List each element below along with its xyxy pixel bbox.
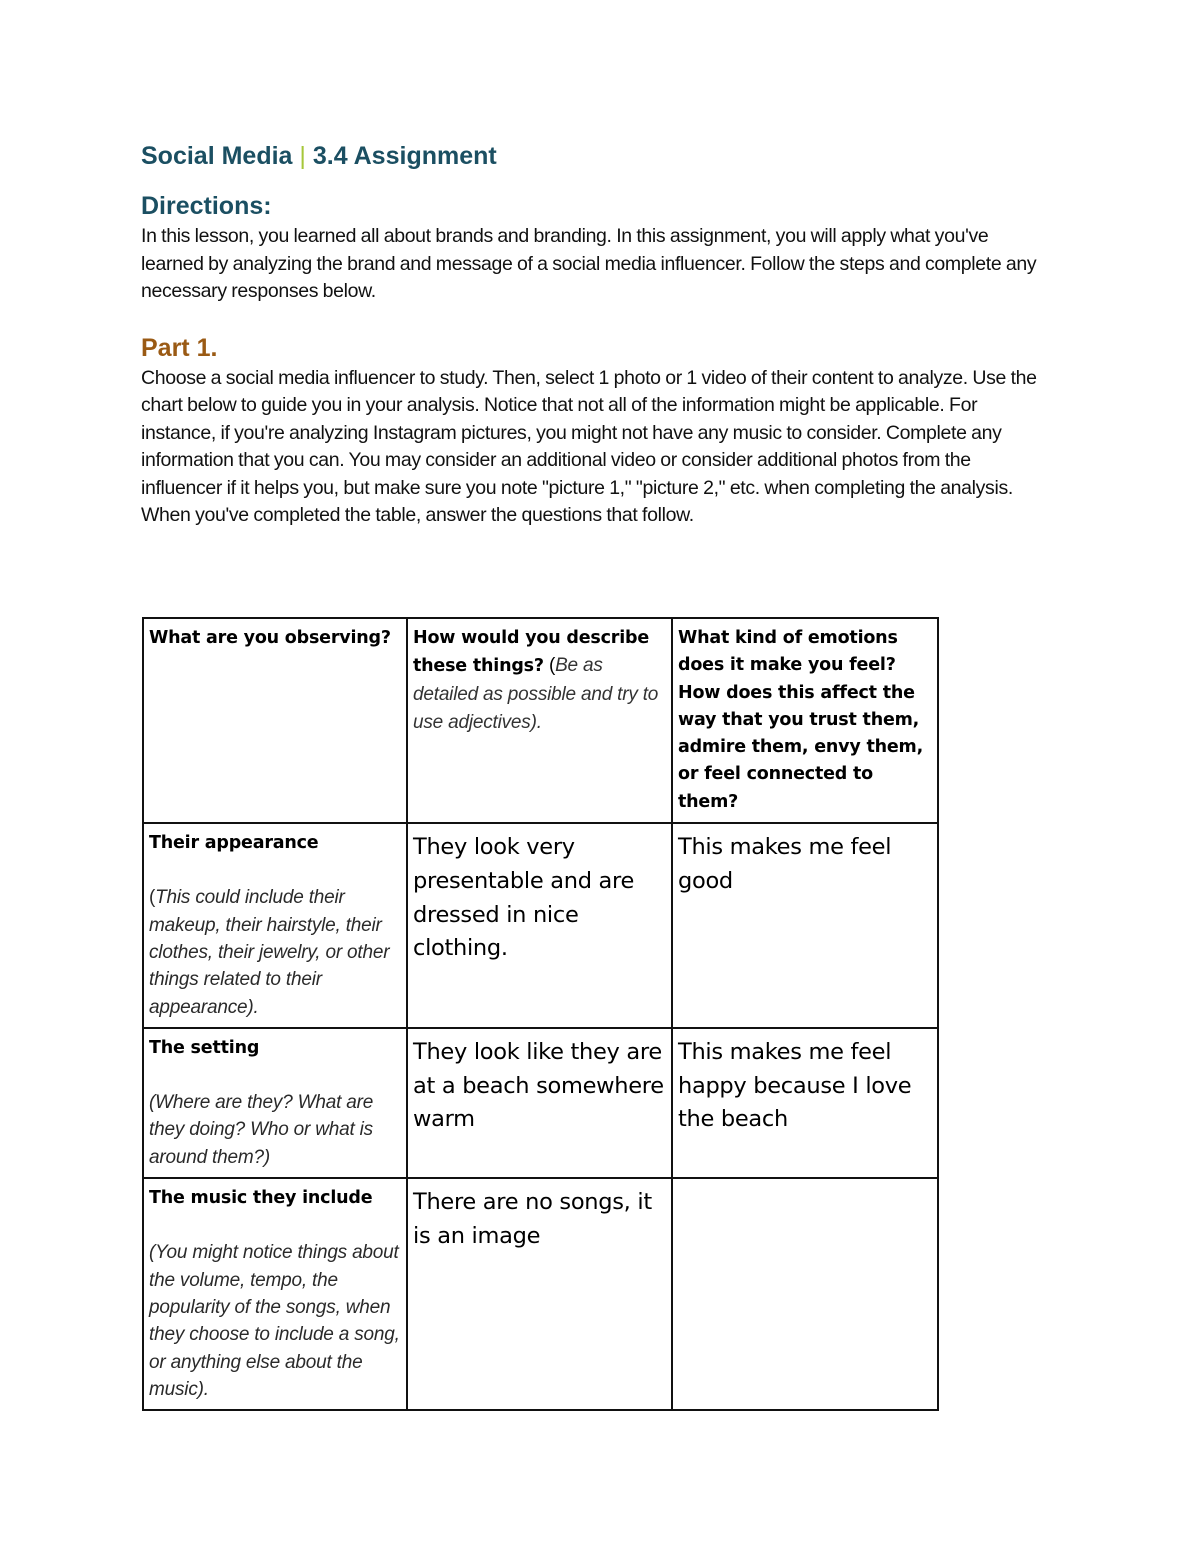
emotions-cell[interactable] <box>672 1178 938 1410</box>
table-header-row <box>143 618 938 823</box>
row-hint: (You might notice things about the volume, tempo, the popularity of the songs, when they choose to include a song, or anything else about the music). <box>149 1242 400 1400</box>
part1-text: Choose a social media influencer to study. Then, select 1 photo or 1 video of their content to analyze. Use the chart below to guide you in your analysis. Notice that not all of the information might be applicable. For instance, if you're analyzing Instagram pictures, you might not have any music to consider. Complete any information that you can. You may consider an additional video or consider additional photos from the influencer if it helps you, but make sure you note "picture 1," "picture 2," etc. when completing the analysis. When you've completed the table, answer the questions that follow. <box>141 366 1037 526</box>
row-label: The setting <box>149 1037 260 1058</box>
emotions-answer[interactable]: This makes me feel happy because I love the beach <box>678 1038 912 1133</box>
header-describe: How would you describe these things? <box>413 628 649 677</box>
directions-text: In this lesson, you learned all about brands and branding. In this assignment, you will apply what you've learned by analyzing the brand and message of a social media influencer. Follow the steps and complete any necessary responses below. <box>141 225 1037 302</box>
description-cell[interactable] <box>407 1028 672 1178</box>
row-label-cell <box>143 823 407 1028</box>
row-label: The music they include <box>149 1188 373 1209</box>
header-cell-describe <box>407 618 672 823</box>
header-emotions: What kind of emotions does it make you feel? How does this affect the way that you trust them, admire them, envy them, or feel connected to them? <box>678 628 924 812</box>
header-describe-hint: Be as detailed as possible and try to use adjectives). <box>413 655 659 733</box>
emotions-cell[interactable] <box>672 823 938 1028</box>
description-answer[interactable]: They look like they are at a beach somewhere warm <box>413 1038 664 1133</box>
title-separator: | <box>299 142 306 170</box>
row-label: Their appearance <box>149 833 319 854</box>
title-course: Social Media <box>141 142 293 170</box>
row-hint: (Where are they? What are they doing? Who or what is around them?) <box>149 1092 374 1168</box>
description-answer[interactable]: They look very presentable and are dressed in nice clothing. <box>413 834 635 962</box>
description-cell[interactable] <box>407 1178 672 1410</box>
table-row <box>143 1178 938 1410</box>
document-page <box>141 138 1051 530</box>
analysis-table <box>142 617 939 1411</box>
header-cell-emotions <box>672 618 938 823</box>
description-answer[interactable]: There are no songs, it is an image <box>413 1189 652 1249</box>
header-observing: What are you observing? <box>149 628 391 648</box>
header-cell-observing <box>143 618 407 823</box>
emotions-cell[interactable] <box>672 1028 938 1178</box>
table-row <box>143 823 938 1028</box>
header-describe-paren: ( <box>543 655 556 677</box>
row-hint: (This could include their makeup, their hairstyle, their clothes, their jewelry, or other things related to their appearance). <box>149 887 390 1018</box>
emotions-answer[interactable] <box>678 1185 932 1186</box>
page-title <box>141 138 1051 174</box>
directions-heading: Directions: <box>141 192 272 220</box>
row-label-cell <box>143 1028 407 1178</box>
part1-heading: Part 1. <box>141 333 218 362</box>
title-assignment: 3.4 Assignment <box>312 142 497 170</box>
table-row <box>143 1028 938 1178</box>
description-cell[interactable] <box>407 823 672 1028</box>
emotions-answer[interactable]: This makes me feel good <box>678 834 892 894</box>
row-label-cell <box>143 1178 407 1410</box>
